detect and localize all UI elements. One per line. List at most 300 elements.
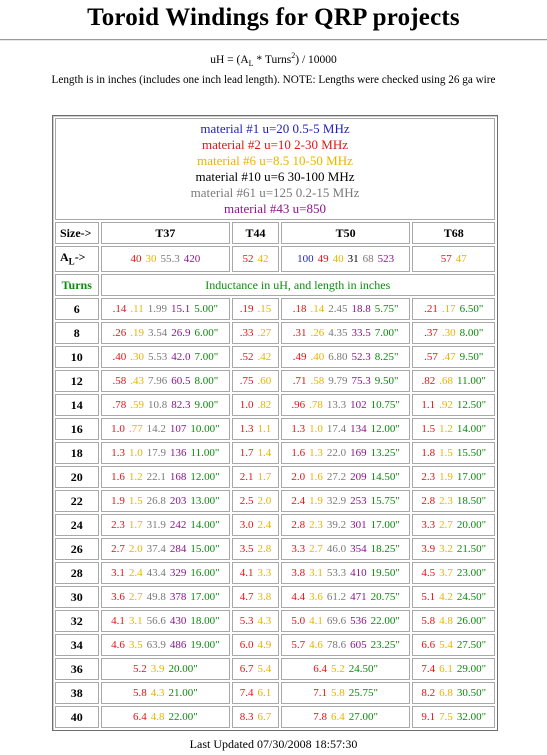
inductance-value: 3.7 [439,567,453,579]
al-value: 100 [297,253,314,265]
table-row [55,322,495,344]
inductance-value: 19.50" [370,567,400,579]
inductance-value: 6.7 [239,663,254,675]
turns-cell: 28 [55,562,99,584]
inductance-value: 26.9 [171,327,191,339]
inductance-value: 37.4 [146,543,166,555]
inductance-value: 1.6 [309,471,323,483]
inductance-value: 17.00" [190,591,220,603]
inductance-value: 354 [350,543,367,555]
al-label-sub: L [68,256,75,267]
inductance-cell-t68 [412,346,495,368]
inductance-value: 2.0 [257,495,272,507]
inductance-value: 27.2 [326,471,347,483]
inductance-value: 8.00" [459,327,484,339]
inductance-cell-t37 [101,538,231,560]
inductance-value: 42.0 [171,351,191,363]
inductance-value: 134 [350,423,367,435]
formula-sup: 2 [291,51,296,60]
al-row [55,246,495,272]
inductance-value: 78.6 [326,639,347,651]
inductance-value: 1.7 [128,519,143,531]
turns-cell: 40 [55,706,99,728]
inductance-value: 20.00" [168,663,198,675]
inductance-value: 33.5 [351,327,371,339]
al-value: 31 [347,253,359,265]
inductance-cell-t68 [412,538,495,560]
inductance-value: .68 [439,375,454,387]
inductance-value: 3.5 [128,639,143,651]
inductance-cell-t50 [281,634,411,656]
inductance-value: 4.1 [309,615,323,627]
inductance-value: 4.6 [111,639,125,651]
inductance-value: 7.5 [439,711,453,723]
inductance-header: Inductance in uH, and length in inches [101,274,495,296]
inductance-value: 2.8 [291,519,306,531]
inductance-value: 6.1 [439,663,453,675]
windings-table [53,116,497,730]
inductance-value: 329 [169,567,187,579]
inductance-cell-t37 [101,466,231,488]
inductance-value: 1.1 [421,399,436,411]
inductance-value: 32.00" [456,711,487,723]
inductance-cell-t44 [232,682,279,704]
inductance-cell-t50 [281,442,411,464]
inductance-value: 14.2 [146,423,166,435]
inductance-value: 32.9 [326,495,347,507]
inductance-value: 1.0 [239,399,254,411]
inductance-value: 2.3 [439,495,453,507]
inductance-value: .57 [424,351,438,363]
inductance-cell-t68 [412,634,495,656]
inductance-cell-t68 [412,610,495,632]
inductance-cell-t68 [412,682,495,704]
inductance-value: 3.6 [111,591,125,603]
inductance-value: 19.00" [190,639,220,651]
inductance-cell-t50 [281,706,411,728]
inductance-value: 107 [169,423,187,435]
al-value: 55.3 [160,253,180,265]
inductance-value: 12.00" [370,423,400,435]
inductance-value: 7.1 [313,687,328,699]
inductance-cell-t37 [101,490,231,512]
inductance-value: .26 [112,327,127,339]
inductance-value: 9.00" [194,399,219,411]
inductance-value: 6.6 [421,639,436,651]
inductance-value: 3.3 [291,543,306,555]
inductance-value: 471 [350,591,367,603]
inductance-cell-t37 [101,634,231,656]
inductance-cell-t37 [101,298,231,320]
inductance-value: 3.1 [111,567,125,579]
inductance-cell-t68 [412,706,495,728]
inductance-cell-t37 [101,394,231,416]
inductance-value: 6.7 [257,711,272,723]
inductance-cell-t37 [101,322,231,344]
inductance-cell-t50 [281,538,411,560]
inductance-value: 2.7 [309,543,323,555]
inductance-value: 9.50" [374,375,399,387]
inductance-value: 2.4 [128,567,143,579]
inductance-value: 22.0 [326,447,347,459]
inductance-cell-t50 [281,370,411,392]
inductance-cell-t44 [232,610,279,632]
inductance-value: 536 [350,615,367,627]
inductance-value: 4.8 [150,711,165,723]
inductance-value: 5.2 [132,663,147,675]
inductance-value: 8.25" [374,351,399,363]
inductance-value: 1.8 [421,447,436,459]
inductance-cell-t37 [101,418,231,440]
inductance-value: 6.0 [239,639,254,651]
inductance-value: 7.4 [239,687,254,699]
al-label [55,246,99,272]
title-divider [0,39,547,41]
inductance-cell-t44 [232,346,279,368]
inductance-value: 8.00" [194,375,219,387]
turns-cell: 22 [55,490,99,512]
inductance-value: 1.99 [147,303,167,315]
inductance-value: 6.4 [313,663,328,675]
inductance-value: 14.00" [190,519,220,531]
inductance-value: 17.9 [146,447,167,459]
table-row [55,610,495,632]
table-row [55,634,495,656]
inductance-value: .37 [424,327,438,339]
inductance-value: .30 [441,327,456,339]
size-t68: T68 [412,222,495,244]
inductance-cell-t44 [232,658,279,680]
inductance-value: 17.00" [370,519,400,531]
inductance-value: 1.3 [309,447,323,459]
al-label-arrow: -> [74,249,86,264]
inductance-value: 1.3 [239,423,254,435]
turns-cell: 14 [55,394,99,416]
inductance-cell-t50 [281,394,411,416]
inductance-cell-t50 [281,322,411,344]
inductance-cell-t37 [101,562,231,584]
inductance-value: 27.50" [456,639,487,651]
inductance-value: 2.5 [239,495,254,507]
al-value: 40 [130,253,142,265]
inductance-cell-t68 [412,370,495,392]
table-row [55,490,495,512]
inductance-cell-t68 [412,418,495,440]
inductance-value: .59 [130,399,144,411]
inductance-value: .52 [239,351,254,363]
inductance-value: 4.1 [239,567,254,579]
turns-cell: 36 [55,658,99,680]
last-updated: Last Updated 07/30/2008 18:57:30 [189,737,358,751]
inductance-value: 1.7 [257,471,272,483]
inductance-value: .78 [112,399,127,411]
inductance-value: 3.1 [128,615,143,627]
al-value: 49 [317,253,329,265]
inductance-value: .31 [292,327,307,339]
inductance-value: 1.5 [421,423,436,435]
al-value: 57 [440,253,452,265]
inductance-value: .40 [310,351,325,363]
inductance-value: 25.75" [348,687,379,699]
inductance-value: 9.79 [328,375,348,387]
inductance-value: 2.7 [128,591,143,603]
inductance-value: 11.00" [457,375,486,387]
inductance-value: .71 [292,375,307,387]
size-t44: T44 [232,222,279,244]
turns-cell: 8 [55,322,99,344]
inductance-value: .58 [112,375,127,387]
inductance-value: 430 [169,615,187,627]
inductance-value: 1.0 [129,447,143,459]
inductance-value: 5.75" [374,303,399,315]
inductance-value: 203 [169,495,187,507]
turns-cell: 10 [55,346,99,368]
inductance-value: 10.8 [147,399,168,411]
inductance-cell-t44 [232,322,279,344]
inductance-cell-t50 [281,514,411,536]
inductance-value: 53.3 [326,567,347,579]
inductance-cell-t37 [101,682,231,704]
inductance-value: 2.4 [257,519,272,531]
inductance-cell-t68 [412,514,495,536]
inductance-value: 3.3 [257,567,272,579]
inductance-value: 3.9 [150,663,165,675]
inductance-value: .18 [292,303,307,315]
inductance-cell-t50 [281,298,411,320]
inductance-value: .96 [291,399,306,411]
inductance-value: 2.7 [439,519,453,531]
inductance-value: 5.53 [147,351,168,363]
al-value: 420 [183,253,201,265]
al-label-main: A [60,249,69,264]
inductance-value: 2.8 [421,495,436,507]
inductance-value: 18.50" [456,495,487,507]
inductance-value: 1.1 [257,423,272,435]
turns-cell: 16 [55,418,99,440]
size-t37: T37 [101,222,231,244]
inductance-value: 1.5 [128,495,143,507]
inductance-value: 605 [350,639,367,651]
inductance-value: 6.8 [439,687,453,699]
al-value: 40 [332,253,344,265]
inductance-value: 10.75" [370,399,400,411]
table-row [55,658,495,680]
table-row [55,586,495,608]
inductance-header-row [55,274,495,296]
inductance-value: 6.1 [257,687,272,699]
inductance-cell-t68 [412,466,495,488]
inductance-value: 5.3 [239,615,254,627]
inductance-cell-t50 [281,490,411,512]
inductance-value: 22.1 [146,471,166,483]
inductance-value: 18.25" [370,543,400,555]
table-row [55,370,495,392]
inductance-value: 2.8 [257,543,272,555]
material-6-label: material #6 u=8.5 10-50 MHz [197,153,353,168]
turns-cell: 24 [55,514,99,536]
inductance-value: 3.8 [291,567,306,579]
size-t50: T50 [281,222,411,244]
inductance-value: 24.50" [348,663,379,675]
inductance-value: 378 [169,591,187,603]
inductance-value: 49.8 [146,591,166,603]
material-61-label: material #61 u=125 0.2-15 MHz [190,185,360,200]
inductance-value: 16.00" [190,567,220,579]
size-label: Size-> [55,222,99,244]
inductance-cell-t44 [232,706,279,728]
inductance-value: 13.00" [190,495,220,507]
inductance-value: 7.8 [313,711,328,723]
inductance-value: 5.2 [331,663,345,675]
inductance-value: 3.0 [239,519,254,531]
table-row [55,346,495,368]
inductance-value: 3.1 [309,567,323,579]
inductance-cell-t50 [281,658,411,680]
inductance-value: .60 [257,375,272,387]
turns-cell: 20 [55,466,99,488]
inductance-value: 7.00" [194,351,219,363]
inductance-value: 39.2 [326,519,347,531]
inductance-cell-t44 [232,538,279,560]
al-value: 30 [145,253,157,265]
inductance-value: 69.6 [326,615,347,627]
inductance-value: 2.0 [128,543,143,555]
inductance-value: 1.5 [439,447,453,459]
inductance-value: 7.4 [421,663,436,675]
inductance-value: 2.0 [291,471,306,483]
inductance-value: 301 [350,519,367,531]
inductance-value: .19 [130,327,144,339]
inductance-value: 1.2 [128,471,143,483]
inductance-cell-t37 [101,442,231,464]
turns-cell: 12 [55,370,99,392]
table-row [55,442,495,464]
inductance-value: 2.1 [239,471,254,483]
inductance-value: 6.80 [328,351,348,363]
inductance-cell-t68 [412,394,495,416]
inductance-cell-t50 [281,418,411,440]
turns-cell: 6 [55,298,99,320]
table-row [55,514,495,536]
length-note: Length is in inches (includes one inch lead length). NOTE: Lengths were checked using 26 ga wire [51,74,496,87]
al-value: 52 [242,253,254,265]
inductance-value: 2.4 [291,495,306,507]
inductance-value: 5.8 [421,615,436,627]
inductance-cell-t68 [412,442,495,464]
inductance-value: 6.4 [132,711,147,723]
inductance-value: 31.9 [146,519,166,531]
inductance-value: 4.7 [239,591,254,603]
inductance-cell-t50 [281,562,411,584]
inductance-cell-t37 [101,658,231,680]
inductance-value: 10.00" [190,423,220,435]
inductance-value: 15.00" [190,543,220,555]
inductance-value: 136 [170,447,187,459]
inductance-value: 1.3 [111,447,126,459]
inductance-value: 4.9 [257,639,272,651]
inductance-value: .19 [239,303,254,315]
inductance-value: .43 [130,375,144,387]
inductance-value: 30.50" [456,687,487,699]
inductance-cell-t50 [281,610,411,632]
inductance-value: 9.50" [459,351,484,363]
formula-mid: * Turns [253,53,292,66]
inductance-value: 17.00" [456,471,487,483]
inductance-value: 3.54 [147,327,168,339]
inductance-value: 7.00" [374,327,399,339]
inductance-value: 43.4 [146,567,166,579]
inductance-value: 4.3 [257,615,272,627]
inductance-value: 1.3 [291,423,306,435]
inductance-cell-t37 [101,586,231,608]
inductance-value: 11.00" [190,447,220,459]
inductance-value: .82 [257,399,272,411]
inductance-value: 1.6 [111,471,125,483]
formula [0,49,547,70]
inductance-value: 18.8 [351,303,371,315]
inductance-value: .47 [441,351,456,363]
inductance-value: 1.7 [239,447,254,459]
inductance-value: 284 [169,543,187,555]
table-row [55,706,495,728]
inductance-value: 4.35 [328,327,348,339]
table-row [55,298,495,320]
inductance-value: .17 [441,303,456,315]
inductance-value: .82 [421,375,436,387]
inductance-value: .40 [112,351,127,363]
inductance-value: 63.9 [146,639,166,651]
inductance-cell-t50 [281,346,411,368]
turns-cell: 34 [55,634,99,656]
inductance-value: 12.00" [190,471,220,483]
inductance-value: 5.7 [291,639,306,651]
inductance-value: 18.00" [190,615,220,627]
inductance-cell-t68 [412,322,495,344]
inductance-value: .92 [439,399,453,411]
table-row [55,466,495,488]
inductance-cell-t37 [101,370,231,392]
inductance-value: 5.1 [421,591,436,603]
turns-cell: 38 [55,682,99,704]
inductance-value: 15.1 [171,303,191,315]
turns-header: Turns [55,274,99,296]
windings-table-container [52,115,498,731]
inductance-value: 2.3 [111,519,125,531]
inductance-value: 3.8 [257,591,272,603]
inductance-value: .42 [257,351,272,363]
al-value: 523 [377,253,395,265]
inductance-value: 1.0 [309,423,323,435]
turns-cell: 18 [55,442,99,464]
inductance-cell-t68 [412,658,495,680]
inductance-value: 2.7 [111,543,125,555]
inductance-value: 1.0 [111,423,125,435]
inductance-cell-t44 [232,418,279,440]
inductance-cell-t44 [232,298,279,320]
inductance-value: 14.50" [370,471,400,483]
inductance-value: 1.2 [439,423,453,435]
table-row [55,538,495,560]
inductance-cell-t68 [412,490,495,512]
inductance-value: 56.6 [146,615,166,627]
inductance-cell-t50 [281,682,411,704]
turns-cell: 30 [55,586,99,608]
inductance-value: 23.25" [370,639,400,651]
inductance-value: 6.4 [331,711,345,723]
inductance-value: 13.3 [326,399,347,411]
inductance-value: 61.2 [326,591,347,603]
page-title: Toroid Windings for QRP projects [87,4,460,31]
